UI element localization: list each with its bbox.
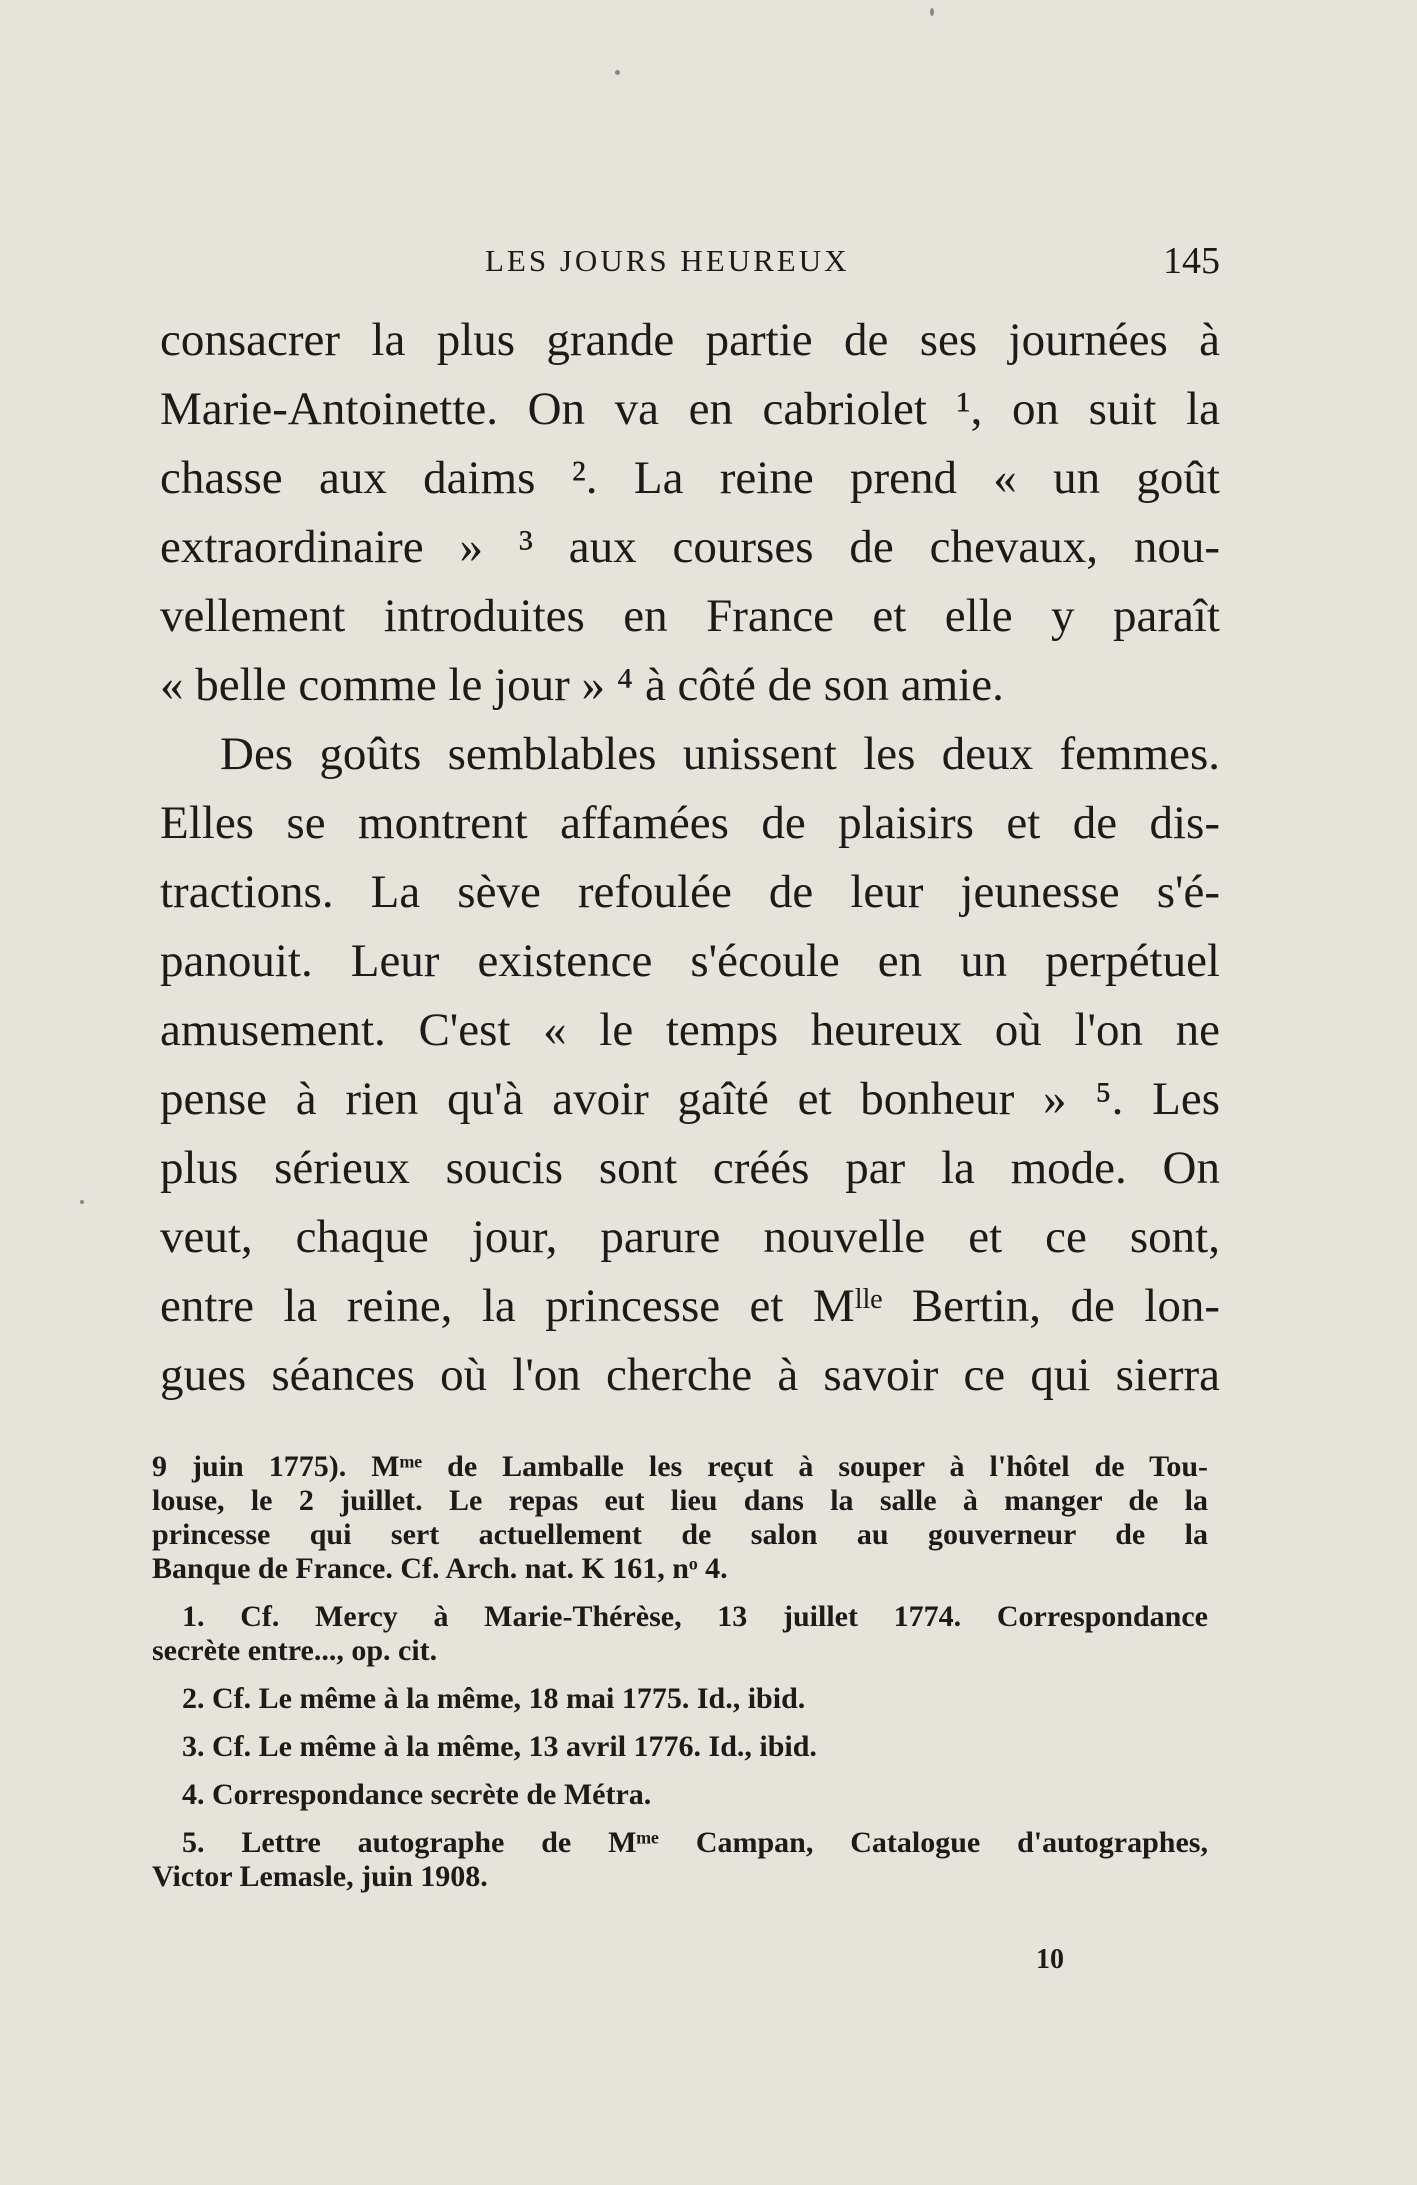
footnote-line: 5. Lettre autographe de Mᵐᵉ Campan, Catalogue d'autographes, xyxy=(182,1826,1208,1859)
body-line: consacrer la plus grande partie de ses journées à xyxy=(160,314,1220,366)
body-line: veut, chaque jour, parure nouvelle et ce sont, xyxy=(160,1211,1220,1263)
footnote-continuation xyxy=(152,1450,1208,1586)
footnote-line: Victor Lemasle, juin 1908. xyxy=(152,1860,488,1893)
footnote-line: 4. Correspondance secrète de Métra. xyxy=(182,1778,652,1811)
body-line: « belle comme le jour » ⁴ à côté de son amie. xyxy=(160,659,1004,711)
page-number: 145 xyxy=(1163,240,1220,282)
body-line: entre la reine, la princesse et Mˡˡᵉ Bertin, de lon- xyxy=(160,1280,1220,1332)
footnote-line: louse, le 2 juillet. Le repas eut lieu dans la salle à manger de la xyxy=(152,1484,1208,1517)
footnote-line: 3. Cf. Le même à la même, 13 avril 1776. Id., ibid. xyxy=(182,1730,817,1763)
body-line: chasse aux daims ². La reine prend « un goût xyxy=(160,452,1220,504)
footnote-line: secrète entre..., op. cit. xyxy=(152,1634,438,1667)
paper-speck xyxy=(615,70,620,75)
footnotes xyxy=(152,1450,1208,1908)
body-line: Des goûts semblables unissent les deux femmes. xyxy=(220,728,1220,780)
paper-speck xyxy=(80,1200,84,1204)
body-line: tractions. La sève refoulée de leur jeunesse s'é- xyxy=(160,866,1220,918)
body-line: plus sérieux soucis sont créés par la mode. On xyxy=(160,1142,1220,1194)
footnote-1 xyxy=(152,1600,1208,1668)
footnote-line: Banque de France. Cf. Arch. nat. K 161, nᵒ 4. xyxy=(152,1552,728,1585)
body-line: vellement introduites en France et elle y paraît xyxy=(160,590,1220,642)
footnote-line: 2. Cf. Le même à la même, 18 mai 1775. Id., ibid. xyxy=(182,1682,806,1715)
paper-speck xyxy=(930,8,934,16)
footnote-3 xyxy=(152,1730,1208,1764)
body-line: gues séances où l'on cherche à savoir ce qui sierra xyxy=(160,1349,1220,1401)
running-head xyxy=(160,236,1220,286)
body-line: extraordinaire » ³ aux courses de chevaux, nou- xyxy=(160,521,1220,573)
body-text xyxy=(160,306,1220,1410)
body-line: Elles se montrent affamées de plaisirs et de dis- xyxy=(160,797,1220,849)
running-title: LES JOURS HEUREUX xyxy=(485,243,850,278)
body-line: pense à rien qu'à avoir gaîté et bonheur » ⁵. Les xyxy=(160,1073,1220,1125)
footnote-4 xyxy=(152,1778,1208,1812)
footnote-line: princesse qui sert actuellement de salon au gouverneur de la xyxy=(152,1518,1208,1551)
body-line: amusement. C'est « le temps heureux où l'on ne xyxy=(160,1004,1220,1056)
body-line: panouit. Leur existence s'écoule en un perpétuel xyxy=(160,935,1220,987)
signature-mark: 10 xyxy=(1036,1944,1064,1975)
body-line: Marie-Antoinette. On va en cabriolet ¹, on suit la xyxy=(160,383,1220,435)
footnote-line: 1. Cf. Mercy à Marie-Thérèse, 13 juillet 1774. Correspondance xyxy=(182,1600,1208,1633)
footnote-5 xyxy=(152,1826,1208,1894)
footnote-line: 9 juin 1775). Mᵐᵉ de Lamballe les reçut à souper à l'hôtel de Tou- xyxy=(152,1450,1208,1483)
footnote-2 xyxy=(152,1682,1208,1716)
